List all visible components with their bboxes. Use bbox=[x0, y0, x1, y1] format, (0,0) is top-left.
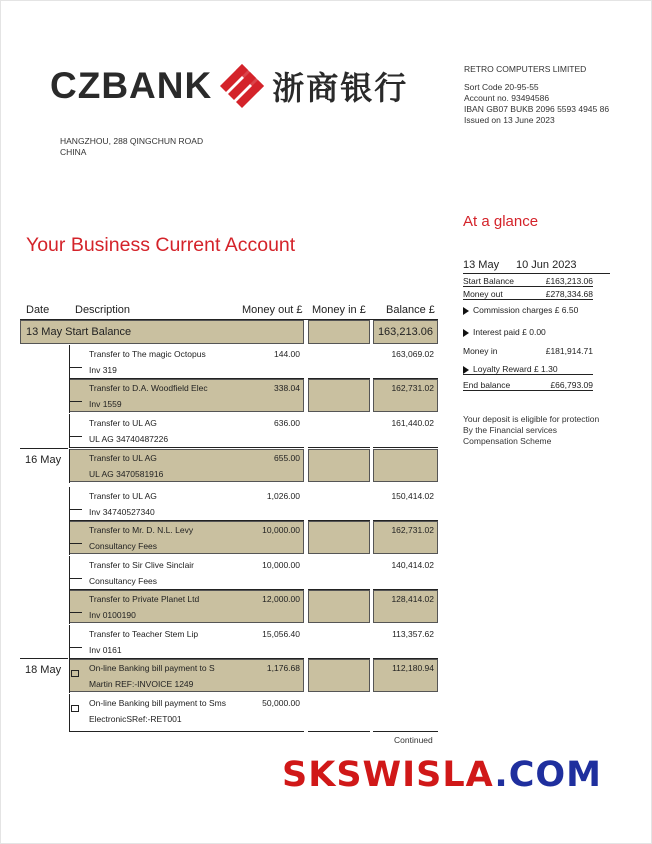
row-description: Transfer to Sir Clive Sinclair bbox=[89, 560, 195, 570]
row-divider bbox=[69, 414, 70, 448]
bank-logo bbox=[50, 66, 408, 106]
row-description: Transfer to Private Planet Ltd bbox=[89, 594, 200, 604]
row-reference: ElectronicSRef:-RET001 bbox=[89, 714, 182, 724]
date-rule bbox=[20, 448, 68, 449]
money-in-cell bbox=[308, 449, 370, 482]
row-rule bbox=[69, 731, 304, 732]
row-money-out: 1,026.00 bbox=[266, 491, 300, 501]
period-start: 13 May bbox=[463, 259, 500, 271]
triangle-icon bbox=[463, 329, 469, 337]
logo-text: CZBANK bbox=[50, 65, 213, 106]
row-marker bbox=[70, 612, 82, 613]
summary-label: End balance bbox=[463, 380, 511, 390]
summary-label: Start Balance bbox=[463, 276, 515, 286]
row-marker bbox=[70, 509, 82, 510]
page-title: Your Business Current Account bbox=[26, 234, 296, 256]
row-description: Transfer to UL AG bbox=[89, 491, 157, 501]
summary-label: Money in bbox=[463, 346, 498, 356]
checkbox-icon bbox=[71, 705, 79, 712]
account-details bbox=[464, 64, 609, 126]
row-money-out: 636.00 bbox=[274, 418, 300, 428]
row-reference: Inv 0161 bbox=[89, 645, 122, 655]
row-money-out: 144.00 bbox=[274, 349, 300, 359]
balance-cell bbox=[373, 449, 438, 482]
account-number: Account no. 93494586 bbox=[464, 93, 550, 103]
sort-code: Sort Code 20-95-55 bbox=[464, 82, 539, 92]
summary-value: £66,793.09 bbox=[550, 380, 593, 390]
money-in-cell bbox=[308, 320, 370, 344]
iban: IBAN GB07 BUKB 2096 5593 4945 86 bbox=[464, 104, 610, 114]
header-balance: Balance £ bbox=[386, 304, 435, 316]
row-description: On-line Banking bill payment to Sms bbox=[89, 698, 227, 708]
row-reference: UL AG 3470581916 bbox=[89, 469, 164, 479]
date-label: 16 May bbox=[25, 454, 62, 466]
row-rule bbox=[308, 731, 370, 732]
row-reference: UL AG 34740487226 bbox=[89, 434, 169, 444]
row-reference: Inv 1559 bbox=[89, 399, 122, 409]
address-line: HANGZHOU, 288 QINGCHUN ROAD bbox=[60, 136, 204, 146]
row-balance: 112,180.94 bbox=[392, 663, 434, 673]
row-description: Transfer to Teacher Stem Lip bbox=[89, 629, 199, 639]
row-divider bbox=[69, 625, 70, 659]
watermark-part: .COM bbox=[494, 755, 602, 795]
bank-address bbox=[60, 136, 203, 158]
row-marker bbox=[70, 436, 82, 437]
row-money-out: 10,000.00 bbox=[262, 525, 300, 535]
bank-emblem-icon bbox=[218, 62, 266, 110]
row-reference: Martin REF:-INVOICE 1249 bbox=[89, 679, 194, 689]
row-description: Transfer to UL AG bbox=[89, 418, 157, 428]
row-money-out: 655.00 bbox=[274, 453, 300, 463]
glance-title: At a glance bbox=[463, 213, 539, 230]
header-money-in: Money in £ bbox=[312, 304, 366, 316]
header-money-out: Money out £ bbox=[242, 304, 303, 316]
checkbox-icon bbox=[71, 670, 79, 677]
summary-interest bbox=[463, 327, 593, 337]
row-reference: Inv 34740527340 bbox=[89, 507, 155, 517]
start-balance-cell bbox=[20, 320, 304, 344]
row-divider bbox=[69, 694, 70, 732]
row-balance: 161,440.02 bbox=[391, 418, 434, 428]
row-description: Transfer to UL AG bbox=[89, 453, 157, 463]
summary-end-balance bbox=[463, 380, 593, 391]
date-label: 18 May bbox=[25, 664, 62, 676]
row-divider bbox=[69, 487, 70, 521]
row-description: On-line Banking bill payment to S bbox=[89, 663, 215, 673]
summary-label: Loyalty Reward £ 1.30 bbox=[473, 364, 558, 374]
row-rule bbox=[69, 447, 304, 448]
header-description: Description bbox=[75, 304, 131, 316]
row-divider bbox=[69, 556, 70, 590]
row-money-out: 50,000.00 bbox=[262, 698, 300, 708]
date-rule bbox=[20, 658, 68, 659]
triangle-icon bbox=[463, 307, 469, 315]
row-divider bbox=[69, 345, 70, 379]
period-end: 10 Jun 2023 bbox=[516, 259, 577, 271]
row-description: Transfer to The magic Octopus bbox=[89, 349, 206, 359]
row-balance: 113,357.62 bbox=[392, 629, 434, 639]
row-rule bbox=[373, 447, 438, 448]
row-marker bbox=[70, 401, 82, 402]
row-marker bbox=[70, 647, 82, 648]
note-line: Your deposit is eligible for protection bbox=[463, 414, 600, 424]
row-balance: 163,069.02 bbox=[391, 349, 434, 359]
summary-money-out bbox=[463, 289, 593, 300]
row-description: Transfer to Mr. D. N.L. Levy bbox=[89, 525, 194, 535]
row-balance: 162,731.02 bbox=[391, 525, 434, 535]
row-reference: Inv 0100190 bbox=[89, 610, 136, 620]
note-line: Compensation Scheme bbox=[463, 436, 552, 446]
summary-label: Interest paid £ 0.00 bbox=[473, 327, 546, 337]
row-reference: Consultancy Fees bbox=[89, 541, 158, 551]
issue-date: Issued on 13 June 2023 bbox=[464, 115, 555, 125]
summary-value: £181,914.71 bbox=[545, 346, 593, 356]
note-line: By the Financial services bbox=[463, 425, 558, 435]
summary-loyalty bbox=[463, 364, 593, 375]
row-money-out: 12,000.00 bbox=[262, 594, 300, 604]
start-balance-value: 163,213.06 bbox=[377, 326, 433, 338]
row-rule bbox=[373, 731, 438, 732]
watermark bbox=[282, 755, 602, 795]
row-divider bbox=[69, 590, 70, 624]
row-balance: 128,414.02 bbox=[391, 594, 434, 604]
money-in-cell bbox=[308, 521, 370, 554]
watermark-part: SKSWISLA bbox=[282, 755, 495, 795]
summary-label: Money out bbox=[463, 289, 503, 299]
summary-label: Commission charges £ 6.50 bbox=[473, 305, 579, 315]
row-divider bbox=[69, 449, 70, 483]
row-money-out: 1,176.68 bbox=[266, 663, 300, 673]
row-balance: 162,731.02 bbox=[391, 383, 434, 393]
row-balance: 150,414.02 bbox=[391, 491, 434, 501]
header-date: Date bbox=[26, 304, 50, 316]
row-description: Transfer to D.A. Woodfield Elec bbox=[89, 383, 208, 393]
row-divider bbox=[69, 659, 70, 693]
row-reference: Consultancy Fees bbox=[89, 576, 158, 586]
money-in-cell bbox=[308, 379, 370, 412]
continued-label: Continued bbox=[394, 735, 433, 745]
row-reference: Inv 319 bbox=[89, 365, 117, 375]
row-divider bbox=[69, 379, 70, 413]
summary-value: £163,213.06 bbox=[545, 276, 593, 286]
summary-start-balance bbox=[463, 276, 593, 287]
row-rule bbox=[308, 447, 370, 448]
company-name: RETRO COMPUTERS LIMITED bbox=[464, 64, 587, 74]
start-balance-label: 13 May Start Balance bbox=[26, 326, 132, 338]
row-money-out: 338.04 bbox=[274, 383, 300, 393]
row-money-out: 10,000.00 bbox=[262, 560, 300, 570]
row-marker bbox=[70, 367, 82, 368]
summary-commission bbox=[463, 305, 593, 315]
row-marker bbox=[70, 543, 82, 544]
row-money-out: 15,056.40 bbox=[262, 629, 300, 639]
glance-period bbox=[463, 259, 610, 274]
address-line: CHINA bbox=[60, 147, 87, 157]
money-in-cell bbox=[308, 590, 370, 623]
summary-money-in bbox=[463, 346, 593, 356]
protection-note bbox=[463, 414, 613, 447]
row-balance: 140,414.02 bbox=[391, 560, 434, 570]
row-divider bbox=[69, 521, 70, 555]
summary-value: £278,334.68 bbox=[545, 289, 593, 299]
balance-cell bbox=[373, 320, 438, 344]
triangle-icon bbox=[463, 366, 469, 374]
row-marker bbox=[70, 578, 82, 579]
logo-chinese-text: 浙商银行 bbox=[272, 69, 409, 107]
money-in-cell bbox=[308, 659, 370, 692]
